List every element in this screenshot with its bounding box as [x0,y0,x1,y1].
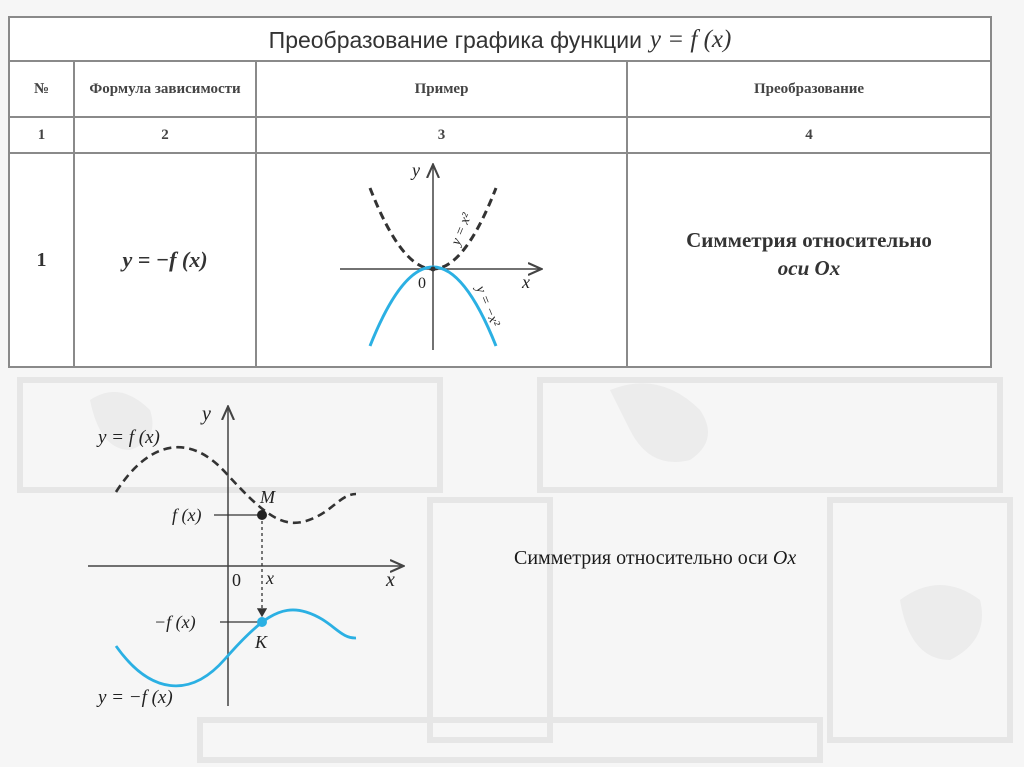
table-title [10,18,990,62]
row-transform-line2: оси Ox [777,256,841,280]
column-number-2: 2 [161,126,169,143]
curve-f [116,447,356,523]
fx-label: f (x) [172,505,202,525]
symmetry-diagram [80,394,420,714]
column-number-1: 1 [37,126,46,143]
row-formula: y = −f (x) [122,247,208,272]
row-transform [628,214,990,294]
y-axis-label: y [412,160,420,180]
curve-neg-x-squared-label: y = −x² [472,283,503,329]
column-number-3: 3 [437,126,446,143]
point-m [257,510,267,520]
neg-fx-label: −f (x) [154,612,196,632]
symmetry-caption [514,547,796,570]
header-example: Пример [414,81,469,97]
y-axis-label: y [202,403,211,425]
header-transform: Преобразование [753,81,865,97]
table-title-text: Преобразование графика функции [268,26,642,53]
table-title-formula: y = f (x) [649,26,732,53]
row-transform-line1: Симметрия относительно [686,228,932,252]
origin-point [431,267,436,272]
curve-x-squared-label: y = x² [448,211,476,248]
curve-neg-f-label: y = −f (x) [98,687,173,708]
origin-label: 0 [232,570,241,590]
column-number-4: 4 [805,126,813,143]
point-k [257,617,267,627]
curve-neg-f [116,610,356,686]
point-m-label: M [260,487,275,507]
point-k-label: K [255,632,268,652]
origin-label: 0 [418,275,426,292]
x-axis-label: x [522,272,530,292]
header-formula: Формула зависимости [89,81,241,97]
curve-f-label: y = f (x) [98,427,160,448]
row-number: 1 [36,248,47,271]
caption-text: Симметрия относительно оси [514,547,768,569]
x-tick-label: x [266,568,274,588]
caption-axis: Ox [772,547,797,569]
x-axis-label: x [386,569,395,591]
header-num: № [33,81,50,97]
example-diagram [326,138,556,358]
